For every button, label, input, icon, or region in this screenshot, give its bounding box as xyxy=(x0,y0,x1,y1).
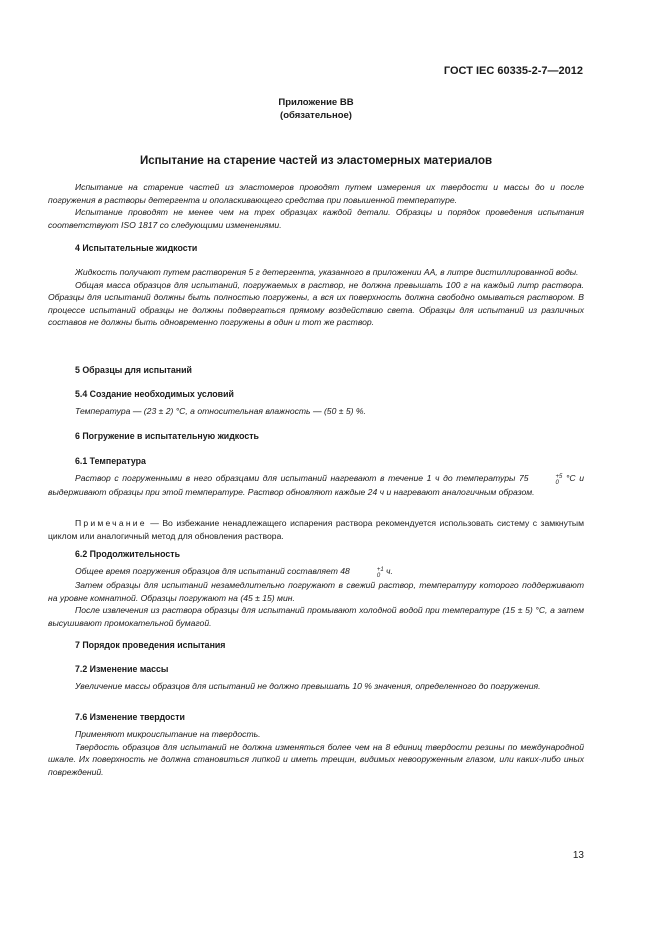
section-5-4-heading: 5.4 Создание необходимых условий xyxy=(75,389,234,399)
intro-block xyxy=(48,181,584,231)
temperature-tolerance-zero: 0 xyxy=(555,480,559,486)
section-6-2-paragraph-2: Затем образцы для испытаний незамедлительно погружают в свежий раствор, температуру которого поддерживают на уровне комнатной. Образцы погружают на (45 ± 15) мин. xyxy=(48,580,584,603)
duration-tolerance-plus: +1 xyxy=(376,567,384,573)
note-label: Примечание xyxy=(75,518,147,528)
section-4-paragraph-1: Жидкость получают путем растворения 5 г детергента, указанного в приложении АА, в литре дистиллированной воды. xyxy=(75,267,579,277)
duration-text-start: Общее время погружения образцов для испытаний составляет 48 xyxy=(75,566,350,576)
section-7-2-heading: 7.2 Изменение массы xyxy=(75,664,169,674)
temperature-text-start: Раствор с погруженными в него образцами для испытаний нагревают в течение 1 ч до температуры 75 xyxy=(75,473,529,483)
annex-status: (обязательное) xyxy=(280,110,352,121)
section-6-1-body xyxy=(48,472,584,499)
duration-text-end: ч. xyxy=(383,566,393,576)
section-7-6-paragraph-1: Применяют микроиспытание на твердость. xyxy=(75,729,261,739)
section-5-heading: 5 Образцы для испытаний xyxy=(75,365,192,375)
intro-paragraph-2: Испытание проводят не менее чем на трех образцах каждой детали. Образцы и порядок проведения испытания соответствуют ISO 1817 со следующими изменениями. xyxy=(48,207,584,230)
section-6-1-paragraph xyxy=(48,472,584,499)
section-4-body xyxy=(48,266,584,329)
section-4-paragraph-2: Общая масса образцов для испытаний, погружаемых в раствор, не должна превышать 100 г на каждый литр раствора. Образцы для испытаний должны быть полностью погружены, а вся их поверхность должна свободно омываться раствором. В процессе испытаний образцы не должны подвергаться прямому воздействию света. Образцы для испытаний из различных составов не должны быть одновременно погружены в один и тот же раствор. xyxy=(48,279,584,328)
note-text: — Во избежание ненадлежащего испарения раствора рекомендуется использовать систему с замкнутым циклом или аналогичный метод для обновления раствора. xyxy=(48,518,584,541)
section-7-6-body xyxy=(48,728,584,778)
duration-tolerance xyxy=(350,567,384,579)
section-5-4-body xyxy=(48,405,584,418)
page-number: 13 xyxy=(572,850,584,861)
section-6-heading: 6 Погружение в испытательную жидкость xyxy=(75,431,259,441)
temperature-text-end: °С и выдерживают образцы при этой температуре. Раствор обновляют каждые 24 ч и нагревают аналогичным образом. xyxy=(48,473,584,497)
temperature-tolerance xyxy=(529,474,563,486)
annex-title: Приложение ВВ xyxy=(278,97,354,108)
temperature-tolerance-plus: +5 xyxy=(555,474,563,480)
section-7-2-body xyxy=(48,680,584,693)
section-6-2-body xyxy=(48,565,584,629)
intro-paragraph-1: Испытание на старение частей из эластомеров проводят путем измерения их твердости и массы до и после погружения в растворы детергента и ополаскивающего средства при повышенной температуре. xyxy=(48,182,584,205)
section-4-heading: 4 Испытательные жидкости xyxy=(75,243,198,253)
section-7-heading: 7 Порядок проведения испытания xyxy=(75,640,226,650)
section-6-2-paragraph-3: После извлечения из раствора образцы для испытаний промывают холодной водой при температуре (15 ± 5) °С, а затем высушивают промокательной бумагой. xyxy=(48,605,584,628)
annex-block xyxy=(48,96,584,122)
note-block xyxy=(48,517,584,542)
section-6-1-heading: 6.1 Температура xyxy=(75,456,146,466)
section-6-2-paragraph-1 xyxy=(48,565,584,579)
section-5-4-paragraph: Температура — (23 ± 2) °С, а относительная влажность — (50 ± 5) %. xyxy=(75,406,366,416)
section-7-2-paragraph: Увеличение массы образцов для испытаний не должно превышать 10 % значения, определенного до погружения. xyxy=(75,681,541,691)
document-title: Испытание на старение частей из эластомерных материалов xyxy=(139,155,493,167)
section-6-2-heading: 6.2 Продолжительность xyxy=(75,549,180,559)
standard-designation: ГОСТ IEC 60335-2-7—2012 xyxy=(443,65,583,77)
note-paragraph xyxy=(48,517,584,542)
duration-tolerance-zero: 0 xyxy=(376,573,381,579)
section-7-6-heading: 7.6 Изменение твердости xyxy=(75,712,185,722)
section-7-6-paragraph-2: Твердость образцов для испытаний не должна изменяться более чем на 8 единиц твердости резины по международной шкале. Их поверхность не должна становиться липкой и иметь трещин, видимых невооруженным глазом, или каких-либо иных повреждений. xyxy=(48,741,584,777)
